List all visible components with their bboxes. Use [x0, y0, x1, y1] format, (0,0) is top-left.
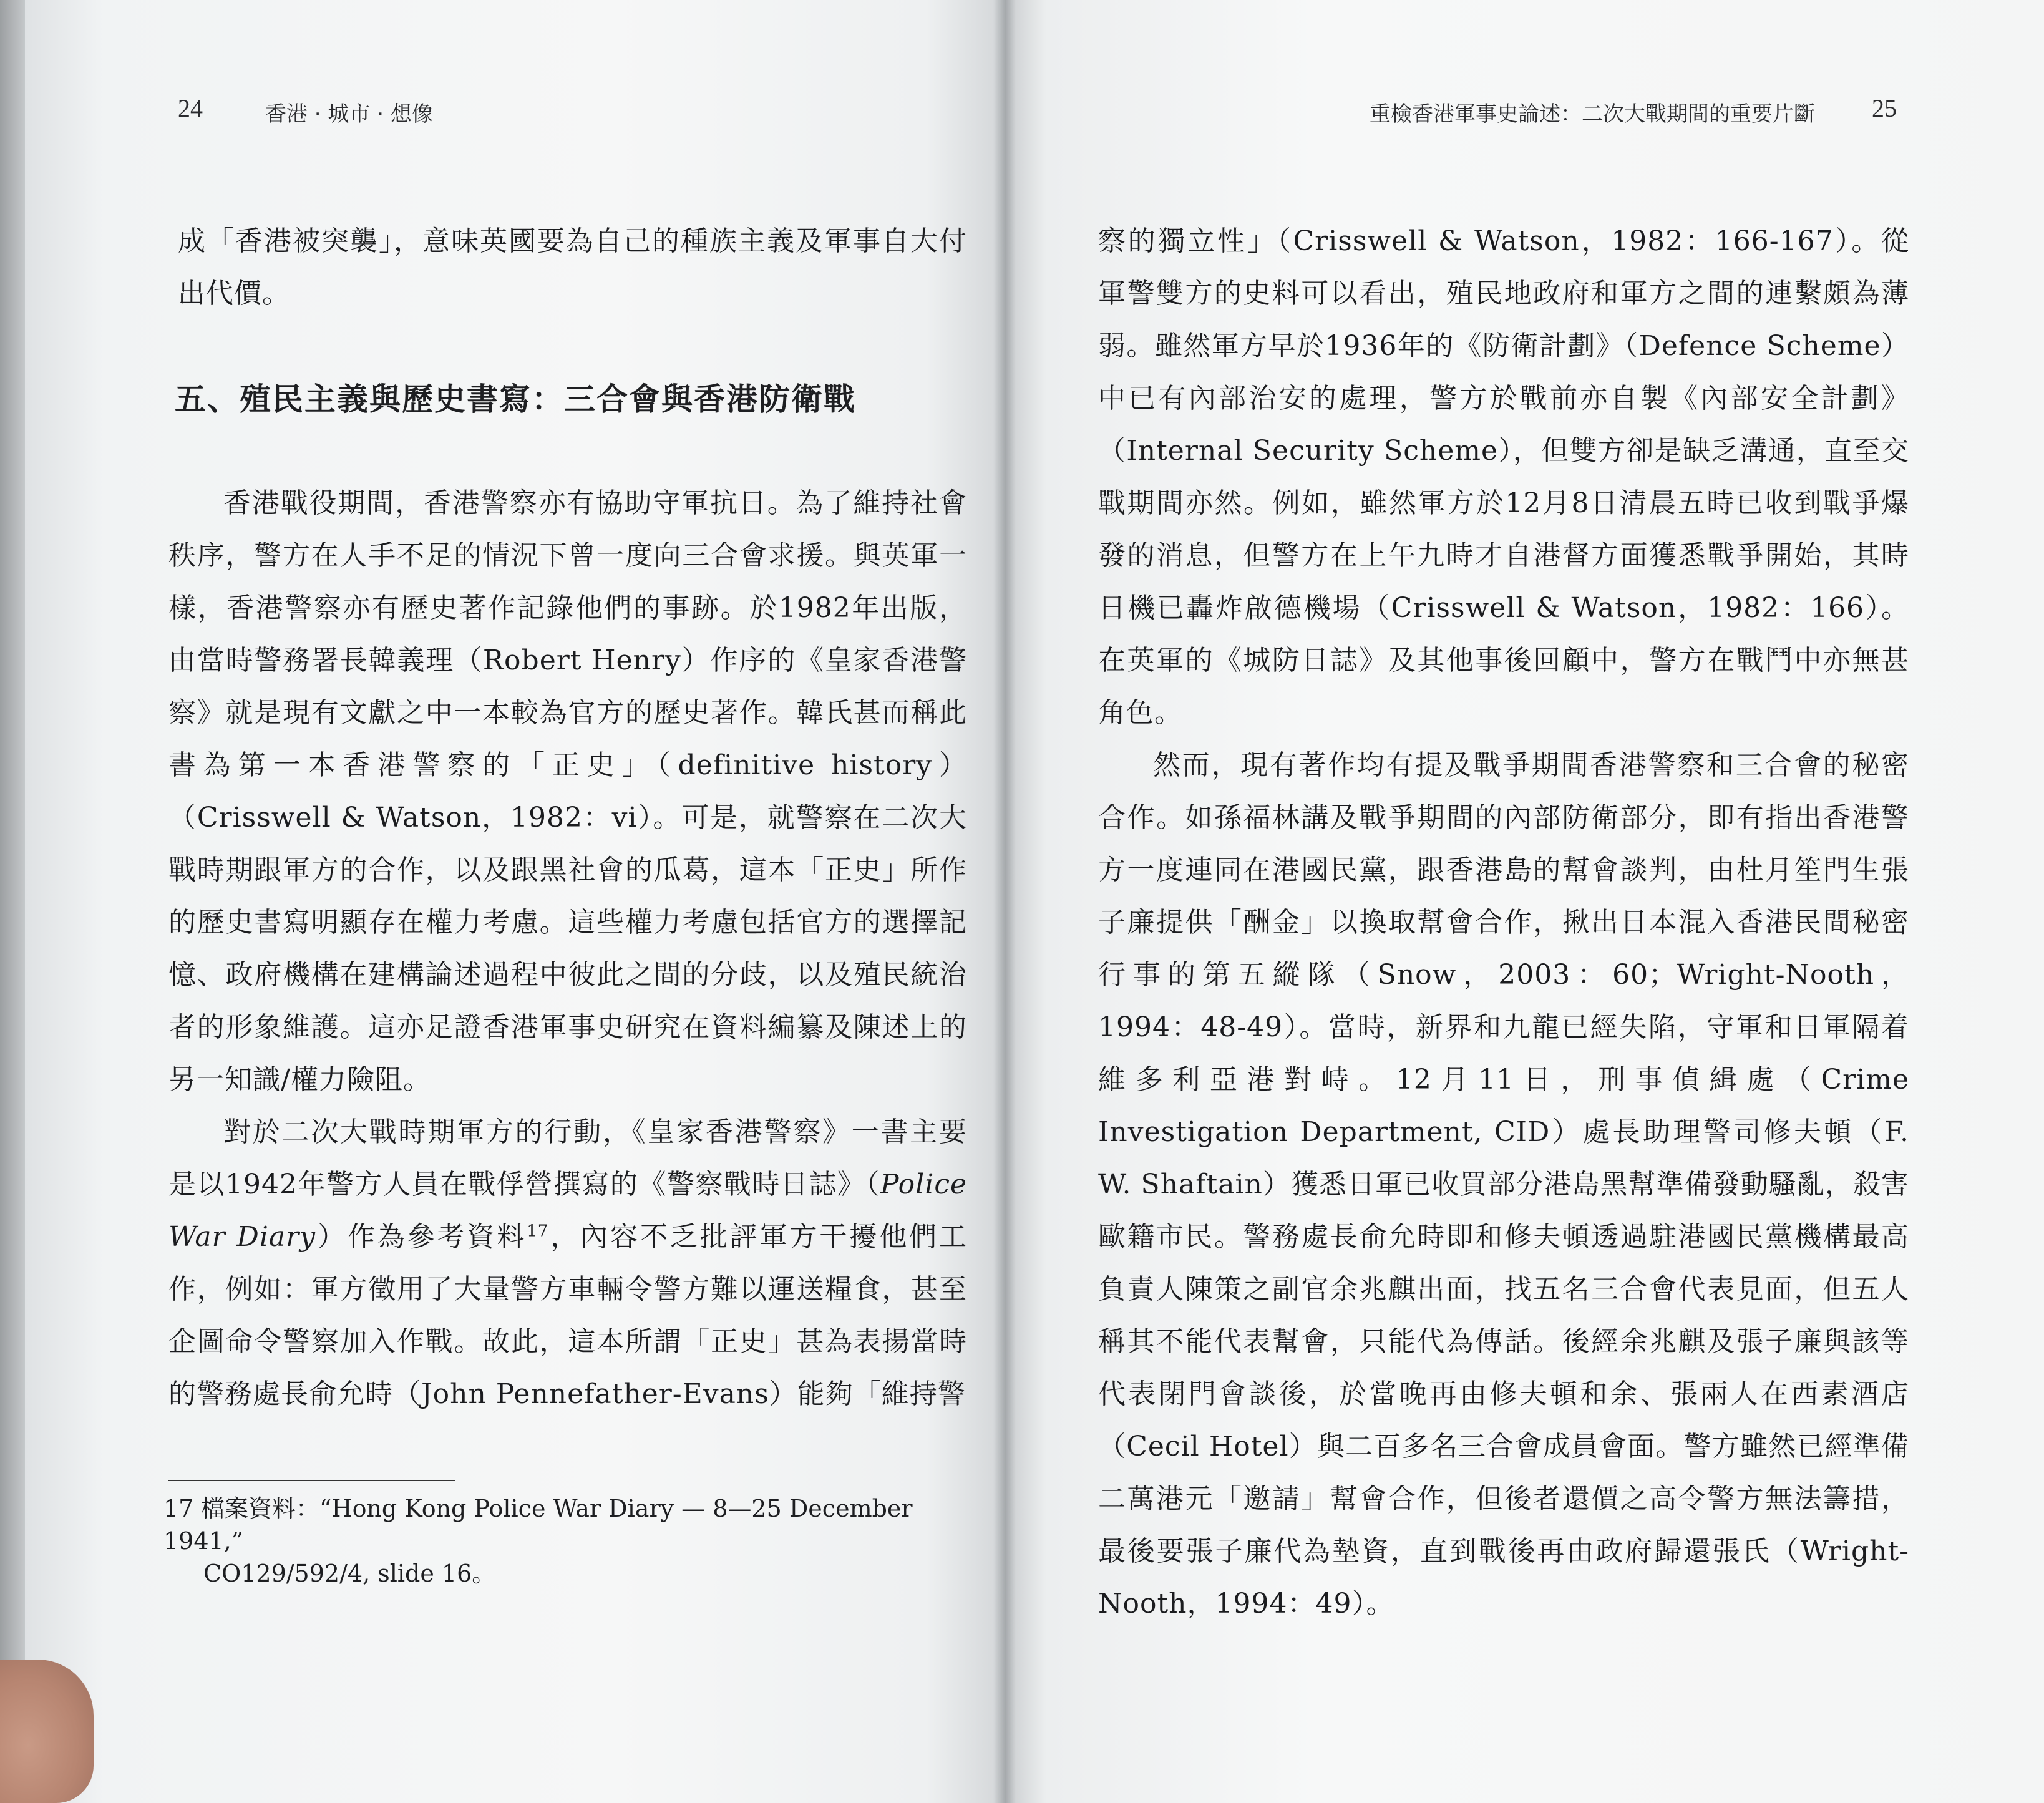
right-page-number: 25 — [1872, 94, 1897, 122]
left-body — [168, 477, 967, 1421]
police-war-diary-title: Police War Diary — [168, 1169, 967, 1253]
footnote-divider — [168, 1480, 455, 1481]
right-body — [1098, 215, 1909, 1630]
left-paragraph-2 — [168, 1106, 967, 1421]
paragraph-2-text-b: ）作為參考資料 — [316, 1221, 527, 1253]
continued-text: 成「香港被突襲」，意味英國要為自己的種族主義及軍事自大付出代價。 — [178, 225, 967, 309]
right-paragraph-1: 察的獨立性」（Crisswell & Watson，1982：166-167）。從軍警雙方的史料可以看出，殖民地政府和軍方之間的連繫頗為薄弱。雖然軍方早於1936年的《防衛計劃》（Defence Scheme）中已有內部治安的處理，警方於戰前亦自製《內部安全計劃》（Internal Security Scheme），但雙方卻是缺乏溝通，直至交戰期間亦然。例如，雖然軍方於12月8日清晨五時已收到戰爭爆發的消息，但警方在上午九時才自港督方面獲悉戰爭開始，其時日機已轟炸啟德機場（Crisswell & Watson，1982：166）。在英軍的《城防日誌》及其他事後回顧中，警方在戰鬥中亦無甚角色。 — [1098, 225, 1909, 729]
left-page-header — [178, 94, 203, 123]
footnote-marker: 17 — [527, 1222, 549, 1241]
left-continued-paragraph — [178, 215, 967, 320]
paragraph-2-text-c: ，內容不乏批評軍方干擾他們工作，例如：軍方徵用了大量警方車輛令警方難以運送糧食，甚至企圖命令警察加入作戰。故此，這本所謂「正史」甚為表揚當時的警務處長俞允時（John Pennefather-Evans）能夠「維持警 — [168, 1221, 968, 1410]
book-edge — [0, 0, 25, 1803]
right-paragraph-2: 然而，現有著作均有提及戰爭期間香港警察和三合會的秘密合作。如孫福林講及戰爭期間的內部防衛部分，即有指出香港警方一度連同在港國民黨，跟香港島的幫會談判，由杜月笙門生張子廉提供「酬金」以換取幫會合作，揪出日本混入香港民間秘密行事的第五縱隊（Snow，2003：60；Wright-Nooth，1994：48-49）。當時，新界和九龍已經失陷，守軍和日軍隔着維多利亞港對峙。12月11日，刑事偵緝處（Crime Investigation Department, CID）處長助理警司修夫頓（F. W. Shaftain）獲悉日軍已收買部分港島黑幫準備發動騷亂，殺害歐籍市民。警務處長俞允時即和修夫頓透過駐港國民黨機構最高負責人陳策之副官余兆麒出面，找五名三合會代表見面，但五人稱其不能代表幫會，只能代為傳話。後經余兆麒及張子廉與該等代表閉門會談後，於當晚再由修夫頓和余、張兩人在西素酒店（Cecil Hotel）與二百多名三合會成員會面。警方雖然已經準備二萬港元「邀請」幫會合作，但後者還價之高令警方無法籌措，最後要張子廉代為墊資，直到戰後再由政府歸還張氏（Wright-Nooth，1994：49）。 — [1098, 749, 1909, 1620]
right-running-head: 重檢香港軍事史論述：二次大戰期間的重要片斷 — [1370, 102, 1815, 127]
footnote-line-1 — [163, 1492, 975, 1557]
footnote-text-2: CO129/592/4, slide 16。 — [203, 1560, 496, 1587]
left-page-number: 24 — [178, 94, 203, 122]
footnote-number: 17 — [163, 1495, 194, 1522]
paragraph-2-text-a: 對於二次大戰時期軍方的行動，《皇家香港警察》一書主要是以1942年警方人員在戰俘營撰寫的《警察戰時日誌》（ — [168, 1116, 967, 1200]
section-heading: 五、殖民主義與歷史書寫：三合會與香港防衛戰 — [175, 381, 856, 417]
footnote — [163, 1492, 975, 1590]
reader-thumb — [0, 1660, 94, 1803]
left-paragraph-1: 香港戰役期間，香港警察亦有協助守軍抗日。為了維持社會秩序，警方在人手不足的情況下曾一度向三合會求援。與英軍一樣，香港警察亦有歷史著作記錄他們的事跡。於1982年出版，由當時警務署長韓義理（Robert Henry）作序的《皇家香港警察》就是現有文獻之中一本較為官方的歷史著作。韓氏甚而稱此書為第一本香港警察的「正史」（definitive history）（Crisswell & Watson，1982：vi）。可是，就警察在二次大戰時期跟軍方的合作，以及跟黑社會的瓜葛，這本「正史」所作的歷史書寫明顯存在權力考慮。這些權力考慮包括官方的選擇記憶、政府機構在建構論述過程中彼此之間的分歧，以及殖民統治者的形象維護。這亦足證香港軍事史研究在資料編纂及陳述上的另一知識/權力險阻。 — [168, 487, 967, 1096]
show-through-text — [168, 324, 618, 377]
left-running-head: 香港 · 城市 · 想像 — [265, 102, 433, 127]
footnote-text-1: 檔案資料：“Hong Kong Police War Diary — 8—25 December 1941,” — [163, 1495, 913, 1555]
right-page-header — [1872, 94, 1897, 123]
book-gutter — [993, 0, 1016, 1803]
